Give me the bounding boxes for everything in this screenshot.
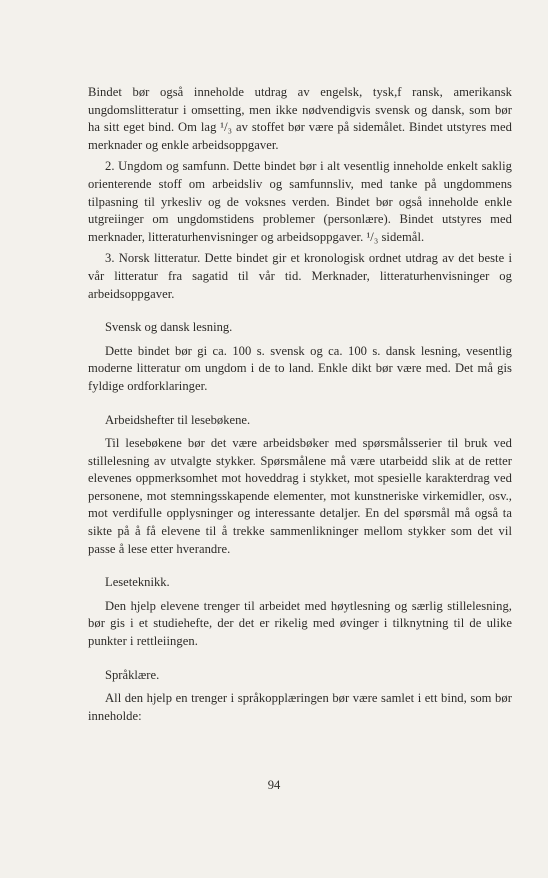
heading-spraklaere: Språklære. bbox=[105, 667, 160, 682]
heading-arbeidshefter: Arbeidshefter til lesebøkene. bbox=[105, 412, 251, 427]
heading-svensk-dansk: Svensk og dansk lesning. bbox=[105, 320, 233, 335]
paragraph-leseteknikk: Den hjelp elevene trenger til arbeidet med høytlesning og særlig stillelesning, bør gis i et studiehefte, der det er rikelig med øvinger i tilknytning til de ulike punkter i rettleiingen. bbox=[88, 598, 512, 649]
page-number: 94 bbox=[267, 778, 281, 792]
paragraph-svensk-dansk: Dette bindet bør gi ca. 100 s. svensk og ca. 100 s. dansk lesning, vesentlig moderne litteratur om ungdom i de to land. Enkle dikt bør være med. Det må gis fyldige ordforklaringer. bbox=[88, 343, 512, 393]
paragraph-ungdom-og-samfunn: 2. Ungdom og samfunn. Dette bindet bør i alt vesentlig inneholde enkelt saklig orienterende stoff om arbeidsliv og samfunnsliv, med tanke på ungdommens tilpasning til yrkesliv og de voksnes verden. Bindet bør også inneholde enkle utgreiinger om ungdomstidens problemer (personlære). Bindet utstyres med merknader, litteraturhenvisninger og arbeidsoppgaver. ¹/₃ sidemål. bbox=[88, 159, 512, 244]
paragraph-spraklaere: All den hjelp en trenger i språkopplæringen bør være samlet i ett bind, som bør inneholde: bbox=[88, 691, 512, 723]
paragraph-norsk-litteratur: 3. Norsk litteratur. Dette bindet gir et kronologisk ordnet utdrag av det beste i vår litteratur fra sagatid til vår tid. Merknader, litteraturhenvisninger og arbeidsoppgaver. bbox=[88, 251, 512, 301]
paragraph-arbeidshefter: Til lesebøkene bør det være arbeidsbøker med spørsmålsserier til bruk ved stillelesning av utvalgte stykker. Spørsmålene må være utarbeidd slik at de retter elevenes oppmerksomhet mot hoveddrag i stykket, mot spesielle karakterdrag ved personene, mot stemningsskapende elementer, mot kunstneriske virkemidler, osv., mot verdifulle opplysninger og interessante detaljer. En del spørsmål må også ta sikte på å få elevene til å trekke sammenlikninger mellom stykker som det vil passe å lese etter hverandre. bbox=[88, 436, 512, 556]
heading-leseteknikk: Leseteknikk. bbox=[105, 575, 170, 590]
paragraph-english-literature: Bindet bør også inneholde utdrag av engelsk, tysk,f ransk, amerikansk ungdomslitteratur i omsetting, men ikke nødvendigvis svensk og dansk, som bør ha sitt eget bind. Om lag ¹/₃ av stoffet bør være på sidemålet. Bindet utstyres med merknader og enkle arbeidsoppgaver. bbox=[88, 85, 512, 152]
